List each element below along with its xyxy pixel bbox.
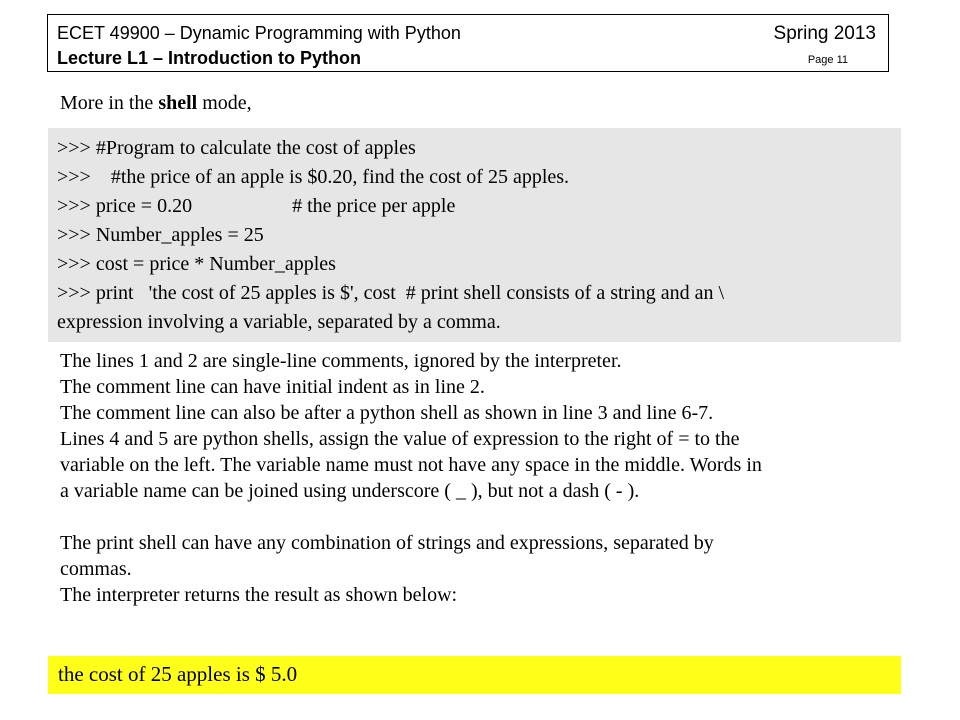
output-result-box	[48, 656, 901, 694]
code-line: >>> print 'the cost of 25 apples is $', cost # print shell consists of a string and an \	[57, 282, 725, 304]
paragraph-gap	[60, 504, 900, 530]
course-title: ECET 49900 – Dynamic Programming with Python	[57, 23, 461, 43]
explanation-line: The interpreter returns the result as shown below:	[60, 584, 458, 606]
explanation-line: The comment line can have initial indent as in line 2.	[60, 376, 485, 398]
intro-text	[60, 92, 252, 115]
slide-header	[47, 14, 889, 72]
explanation-text	[60, 348, 900, 608]
code-line: expression involving a variable, separated by a comma.	[57, 311, 501, 333]
intro-after: mode,	[197, 92, 252, 114]
explanation-line: Lines 4 and 5 are python shells, assign the value of expression to the right of = to the	[60, 428, 740, 450]
code-line: >>> cost = price * Number_apples	[57, 253, 336, 275]
code-block	[48, 128, 901, 342]
page-number: Page 11	[807, 54, 848, 66]
term-label: Spring 2013	[773, 23, 876, 44]
intro-before: More in the	[60, 92, 159, 114]
explanation-line: The comment line can also be after a python shell as shown in line 3 and line 6-7.	[60, 402, 714, 424]
explanation-line: variable on the left. The variable name must not have any space in the middle. Words in	[60, 454, 762, 476]
code-line: >>> #the price of an apple is $0.20, find the cost of 25 apples.	[57, 166, 570, 188]
code-line: >>> price = 0.20 # the price per apple	[57, 195, 456, 217]
explanation-line: commas.	[60, 558, 132, 580]
lecture-title: Lecture L1 – Introduction to Python	[57, 48, 362, 68]
code-line: >>> #Program to calculate the cost of apples	[57, 137, 416, 159]
intro-bold-word: shell	[158, 92, 198, 114]
explanation-line: a variable name can be joined using underscore ( _ ), but not a dash ( - ).	[60, 480, 640, 502]
output-result-text: the cost of 25 apples is $ 5.0	[58, 662, 298, 686]
code-line: >>> Number_apples = 25	[57, 224, 264, 246]
explanation-line: The lines 1 and 2 are single-line comments, ignored by the interpreter.	[60, 350, 622, 372]
explanation-line: The print shell can have any combination of strings and expressions, separated by	[60, 532, 714, 554]
